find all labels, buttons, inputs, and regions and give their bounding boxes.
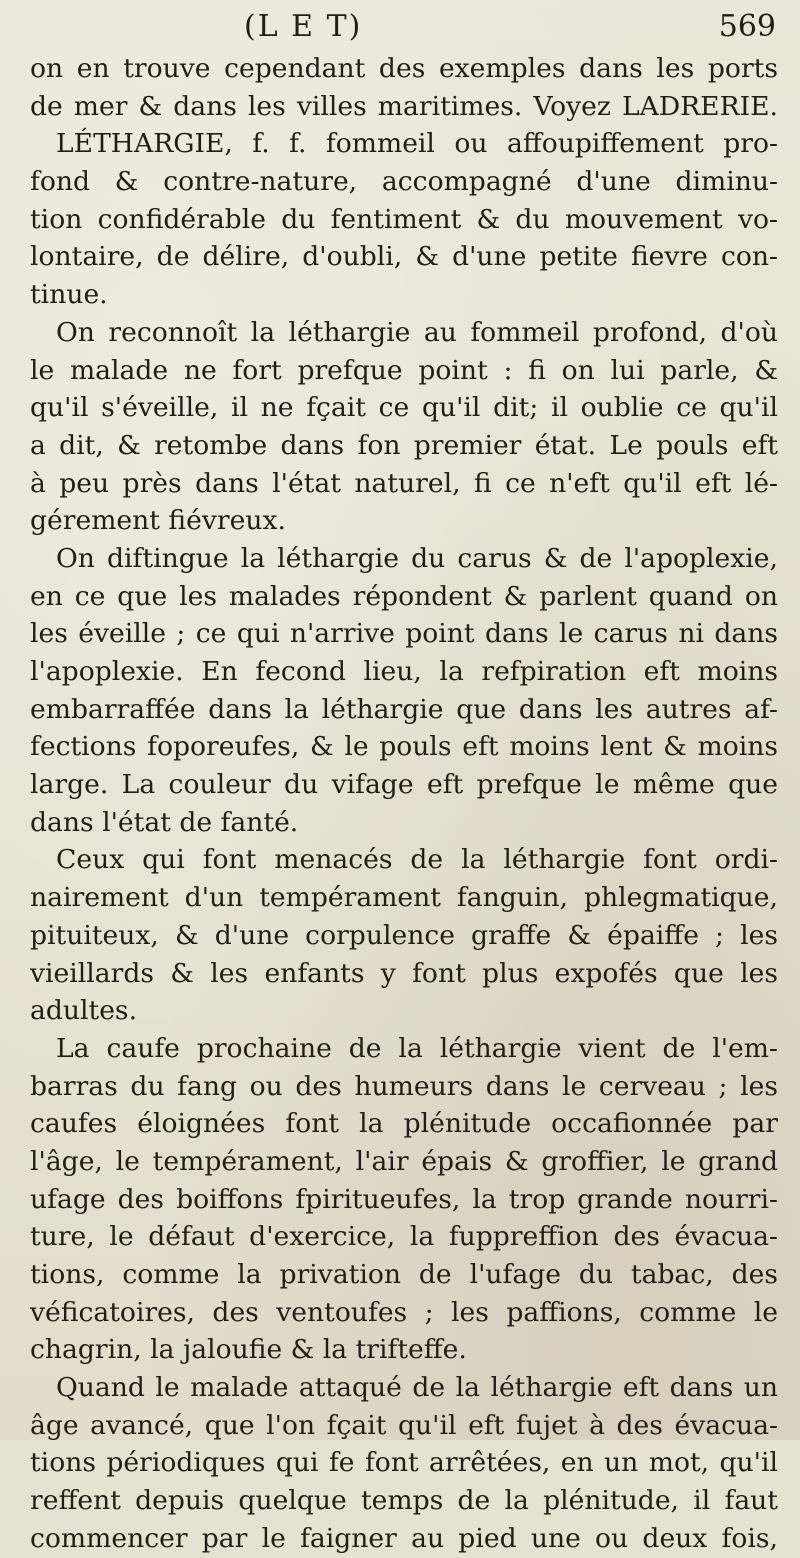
- text-line: On diftingue la léthargie du carus & de l'apoplexie,: [56, 542, 778, 574]
- text-line: l'apoplexie. En fecond lieu, la refpiration eft moins: [30, 656, 778, 687]
- text-line: La caufe prochaine de la léthargie vient de l'em-: [56, 1032, 778, 1064]
- text-line: gérement fiévreux.: [30, 505, 286, 537]
- text-line: barras du fang ou des humeurs dans le cerveau ; les: [30, 1070, 778, 1102]
- text-line: Ceux qui font menacés de la léthargie font ordi-: [56, 844, 778, 876]
- text-line: reffent depuis quelque temps de la plénitude, il faut: [30, 1485, 778, 1517]
- text-line: âge avancé, que l'on fçait qu'il eft fujet à des évacua-: [30, 1409, 778, 1441]
- text-line: à peu près dans l'état naturel, fi ce n'eft qu'il eft lé-: [30, 467, 778, 499]
- page-header: [30, 4, 778, 50]
- text-line: dans l'état de fanté.: [30, 806, 299, 838]
- text-line: embarraffée dans la léthargie que dans les autres af-: [30, 693, 778, 725]
- body-text: [30, 50, 778, 1558]
- text-line: tions, comme la privation de l'ufage du tabac, des: [30, 1259, 778, 1290]
- text-line: commencer par le faigner au pied une ou deux fois,: [30, 1522, 778, 1554]
- text-line: LÉTHARGIE, f. f. fommeil ou affoupiffement pro-: [56, 128, 778, 160]
- text-line: caufes éloignées font la plénitude occafionnée par: [30, 1108, 778, 1140]
- text-line: l'âge, le tempérament, l'air épais & groffier, le grand: [30, 1145, 778, 1177]
- text-line: on en trouve cependant des exemples dans les ports: [30, 53, 778, 84]
- text-line: les éveille ; ce qui n'arrive point dans le carus ni dans: [30, 618, 778, 650]
- text-line: fections foporeufes, & le pouls eft moins lent & moins: [30, 731, 778, 763]
- text-line: ufage des boiffons fpiritueufes, la trop grande nourri-: [30, 1183, 778, 1215]
- text-line: pituiteux, & d'une corpulence graffe & épaiffe ; les: [30, 919, 778, 951]
- text-line: vieillards & les enfants y font plus expofés que les: [30, 957, 778, 989]
- text-line: a dit, & retombe dans fon premier état. Le pouls eft: [30, 429, 778, 461]
- page-number: 569: [718, 9, 776, 44]
- text-line: tions périodiques qui fe font arrêtées, en un mot, qu'il: [30, 1447, 778, 1479]
- text-line: le malade ne fort prefque point : fi on lui parle, &: [30, 354, 778, 386]
- text-line: véficatoires, des ventoufes ; les paffions, comme le: [30, 1296, 778, 1328]
- text-line: adultes.: [30, 995, 138, 1027]
- text-line: nairement d'un tempérament fanguin, phlegmatique,: [30, 882, 778, 914]
- text-line: de mer & dans les villes maritimes. Voyez LADRERIE.: [30, 90, 778, 122]
- running-title: (L E T): [244, 9, 363, 44]
- text-line: On reconnoît la léthargie au fommeil profond, d'où: [56, 316, 778, 348]
- text-line: en ce que les malades répondent & parlent quand on: [30, 580, 778, 612]
- text-line: qu'il s'éveille, il ne fçait ce qu'il dit; il oublie ce qu'il: [30, 392, 778, 424]
- page-text: [30, 4, 778, 1558]
- text-line: fond & contre-nature, accompagné d'une diminu-: [30, 166, 778, 198]
- text-line: chagrin, la jaloufie & la trifteffe.: [30, 1334, 467, 1366]
- text-line: tion confidérable du fentiment & du mouvement vo-: [30, 203, 778, 235]
- text-line: tinue.: [30, 279, 108, 311]
- text-line: large. La couleur du vifage eft prefque le même que: [30, 769, 778, 801]
- text-line: ture, le défaut d'exercice, la fuppreffion des évacua-: [30, 1221, 778, 1253]
- text-line: lontaire, de délire, d'oubli, & d'une petite fievre con-: [30, 241, 778, 273]
- text-line: Quand le malade attaqué de la léthargie eft dans un: [56, 1372, 778, 1404]
